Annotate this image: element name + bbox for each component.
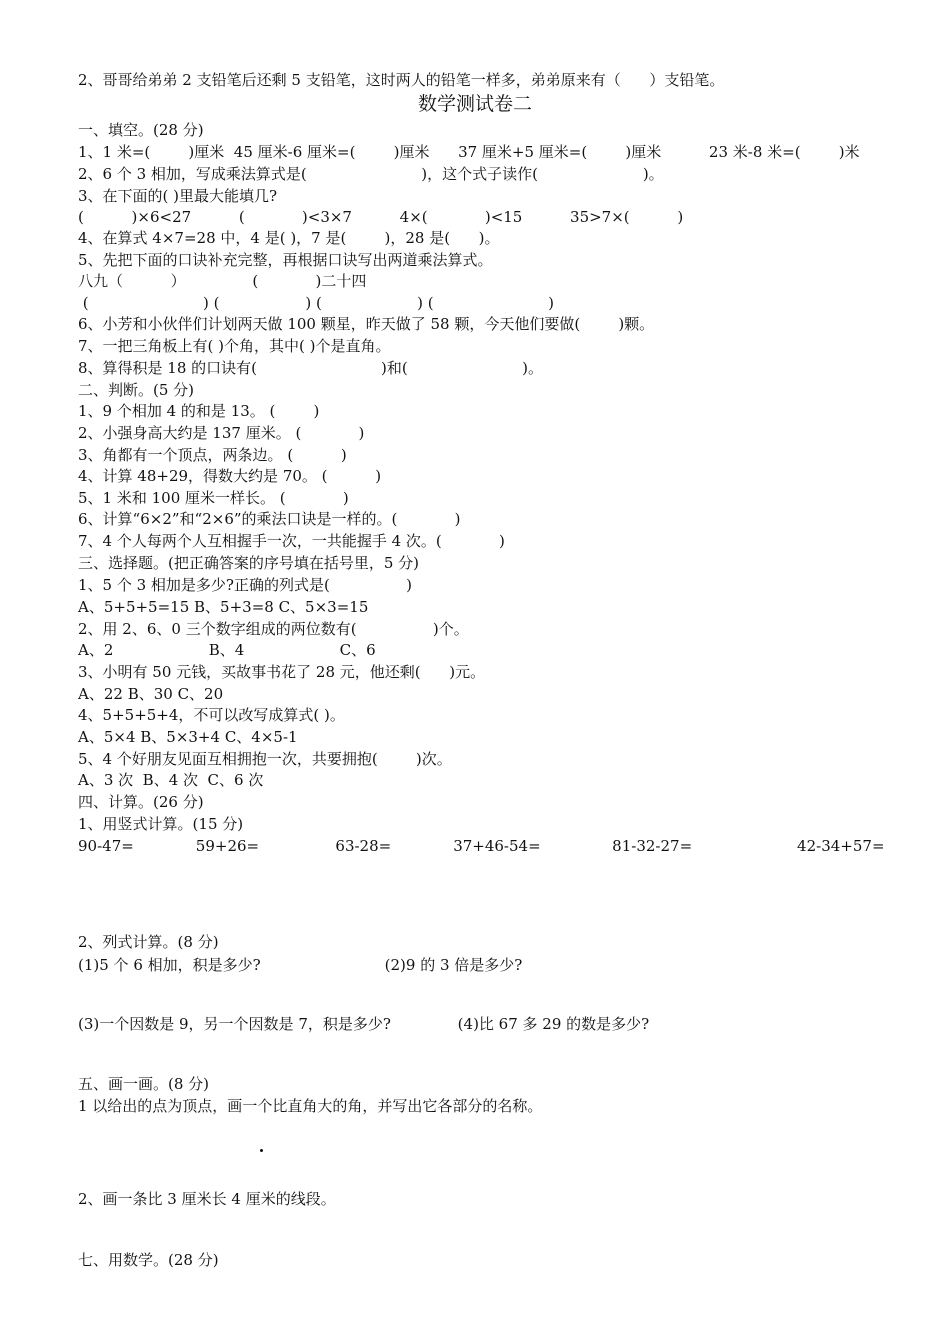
- fill-q5-blanks: ( ) ( ) ( ) ( ): [78, 294, 554, 312]
- calc-q1: 1、用竖式计算。(15 分): [78, 815, 244, 833]
- judge-q2: 2、小强身高大约是 137 厘米。 ( ): [78, 424, 365, 442]
- judge-q1: 1、9 个相加 4 的和是 13。 ( ): [78, 402, 320, 420]
- fill-q3-items: ( )×6<27 ( )<3×7 4×( )<15 35>7×( ): [78, 208, 684, 226]
- section-1-heading: 一、填空。(28 分): [78, 121, 204, 139]
- choice-q2: 2、用 2、6、0 三个数字组成的两位数有( )个。: [78, 620, 469, 638]
- fill-q5-rhymes: 八九（ ） ( )二十四: [78, 272, 367, 290]
- fill-q8: 8、算得积是 18 的口诀有( )和( )。: [78, 359, 543, 377]
- choice-q5-options: A、3 次 B、4 次 C、6 次: [78, 771, 264, 789]
- choice-q4: 4、5+5+5+4，不可以改写成算式( )。: [78, 706, 345, 724]
- section-2-heading: 二、判断。(5 分): [78, 381, 195, 399]
- section-3-heading: 三、选择题。(把正确答案的序号填在括号里，5 分): [78, 554, 420, 572]
- section-7-heading: 七、用数学。(28 分): [78, 1251, 219, 1269]
- draw-q1: 1 以给出的点为顶点，画一个比直角大的角，并写出它各部分的名称。: [78, 1097, 543, 1115]
- calc-q2: 2、列式计算。(8 分): [78, 933, 219, 951]
- choice-q3: 3、小明有 50 元钱，买故事书花了 28 元，他还剩( )元。: [78, 663, 486, 681]
- judge-q6: 6、计算“6×2”和“2×6”的乘法口诀是一样的。( ): [78, 510, 461, 528]
- page-title: 数学测试卷二: [417, 93, 532, 115]
- section-4-heading: 四、计算。(26 分): [78, 793, 204, 811]
- choice-q1: 1、5 个 3 相加是多少?正确的列式是( ): [78, 576, 412, 594]
- question-pencils: 2、哥哥给弟弟 2 支铅笔后还剩 5 支铅笔，这时两人的铅笔一样多，弟弟原来有（ ）支铅笔。: [78, 71, 725, 89]
- fill-q7: 7、一把三角板上有( )个角，其中( )个是直角。: [78, 337, 391, 355]
- section-5-heading: 五、画一画。(8 分): [78, 1075, 210, 1093]
- fill-q4: 4、在算式 4×7=28 中，4 是( )，7 是( )，28 是( )。: [78, 229, 500, 247]
- fill-q2: 2、6 个 3 相加，写成乘法算式是( )，这个式子读作( )。: [78, 165, 664, 183]
- fill-q3: 3、在下面的( )里最大能填几?: [78, 187, 278, 205]
- judge-q7: 7、4 个人每两个人互相握手一次，一共能握手 4 次。( ): [78, 532, 505, 550]
- judge-q3: 3、角都有一个顶点，两条边。 ( ): [78, 446, 347, 464]
- choice-q2-options: A、2 B、4 C、6: [78, 641, 376, 659]
- fill-q6: 6、小芳和小伙伴们计划两天做 100 颗星，昨天做了 58 颗，今天他们要做( )颗。: [78, 315, 655, 333]
- choice-q3-options: A、22 B、30 C、20: [78, 685, 224, 703]
- vertex-point: [260, 1149, 263, 1152]
- choice-q4-options: A、5×4 B、5×3+4 C、4×5-1: [78, 728, 298, 746]
- choice-q1-options: A、5+5+5=15 B、5+3=8 C、5×3=15: [78, 598, 369, 616]
- calc-q1-items: 90-47= 59+26= 63-28= 37+46-54= 81-32-27= 42-34+57=: [78, 837, 885, 855]
- choice-q5: 5、4 个好朋友见面互相拥抱一次，共要拥抱( )次。: [78, 750, 452, 768]
- calc-q2-items-a: (1)5 个 6 相加，积是多少? (2)9 的 3 倍是多少?: [78, 956, 523, 974]
- fill-q1: 1、1 米=( )厘米 45 厘米-6 厘米=( )厘米 37 厘米+5 厘米=( )厘米 23 米-8 米=( )米: [78, 143, 860, 161]
- fill-q5: 5、先把下面的口诀补充完整，再根据口诀写出两道乘法算式。: [78, 251, 493, 269]
- draw-q2: 2、画一条比 3 厘米长 4 厘米的线段。: [78, 1190, 336, 1208]
- judge-q5: 5、1 米和 100 厘米一样长。 ( ): [78, 489, 349, 507]
- judge-q4: 4、计算 48+29，得数大约是 70。 ( ): [78, 467, 382, 485]
- calc-q2-items-b: (3)一个因数是 9，另一个因数是 7，积是多少? (4)比 67 多 29 的数是多少?: [78, 1015, 650, 1033]
